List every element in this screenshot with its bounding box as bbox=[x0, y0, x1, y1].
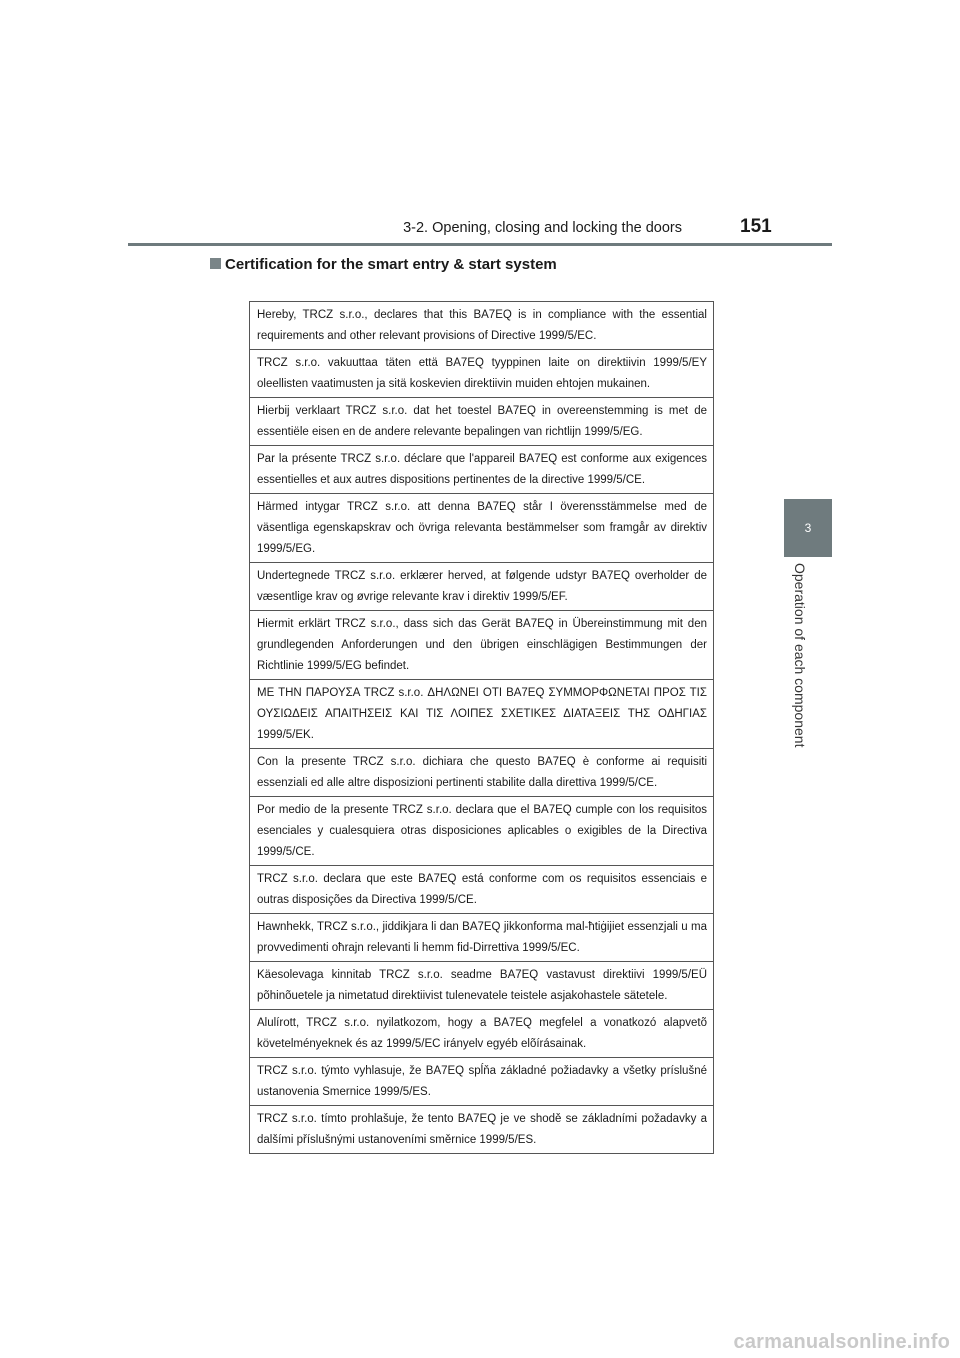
table-row bbox=[250, 749, 714, 797]
chapter-number: 3 bbox=[804, 521, 812, 535]
declaration-cell: TRCZ s.r.o. declara que este BA7EQ está conforme com os requisitos essenciais e outras disposições da Directiva 1999/5/CE. bbox=[250, 866, 714, 914]
watermark: carmanualsonline.info bbox=[733, 1331, 950, 1353]
table-row bbox=[250, 1058, 714, 1106]
declaration-cell: Con la presente TRCZ s.r.o. dichiara che questo BA7EQ è conforme ai requisiti essenziali ed alle altre disposizioni pertinenti stabilite dalla direttiva 1999/5/CE. bbox=[250, 749, 714, 797]
section-heading-text: Certification for the smart entry & start system bbox=[225, 256, 557, 273]
table-row bbox=[250, 611, 714, 680]
header-rule bbox=[128, 243, 832, 246]
bullet-square-icon bbox=[210, 258, 221, 269]
chapter-tab bbox=[784, 499, 832, 557]
declaration-cell: Undertegnede TRCZ s.r.o. erklærer herved, at følgende udstyr BA7EQ overholder de væsentlige krav og øvrige relevante krav i direktiv 1999/5/EF. bbox=[250, 563, 714, 611]
table-row bbox=[250, 398, 714, 446]
table-row bbox=[250, 494, 714, 563]
table-row bbox=[250, 350, 714, 398]
declaration-cell: Hereby, TRCZ s.r.o., declares that this BA7EQ is in compliance with the essential requirements and other relevant provisions of Directive 1999/5/EC. bbox=[250, 302, 714, 350]
table-row bbox=[250, 914, 714, 962]
declaration-cell: Härmed intygar TRCZ s.r.o. att denna BA7EQ står I överensstämmelse med de väsentliga egenskapskrav och övriga relevanta bestämmelser som framgår av direktiv 1999/5/EG. bbox=[250, 494, 714, 563]
table-row bbox=[250, 797, 714, 866]
running-header: 3-2. Opening, closing and locking the doors bbox=[403, 220, 682, 236]
table-row bbox=[250, 1010, 714, 1058]
table-row bbox=[250, 446, 714, 494]
section-heading bbox=[210, 256, 557, 273]
table-row bbox=[250, 302, 714, 350]
declaration-cell: TRCZ s.r.o. tímto prohlašuje, že tento BA7EQ je ve shodě se základními požadavky a dalšími příslušnými ustanoveními směrnice 1999/5/ES. bbox=[250, 1106, 714, 1154]
certification-table bbox=[249, 301, 714, 1154]
table-row bbox=[250, 866, 714, 914]
declaration-cell: Par la présente TRCZ s.r.o. déclare que l'appareil BA7EQ est conforme aux exigences essentielles et aux autres dispositions pertinentes de la directive 1999/5/CE. bbox=[250, 446, 714, 494]
declaration-cell: Hierbij verklaart TRCZ s.r.o. dat het toestel BA7EQ in overeenstemming is met de essentiële eisen en de andere relevante bepalingen van richtlijn 1999/5/EG. bbox=[250, 398, 714, 446]
declaration-cell: ΜΕ ΤΗΝ ΠΑΡΟΥΣΑ TRCZ s.r.o. ΔΗΛΩΝΕΙ ΟΤΙ BA7EQ ΣΥΜΜΟΡΦΩΝΕΤΑΙ ΠΡΟΣ ΤΙΣ ΟΥΣΙΩΔΕΙΣ ΑΠΑΙΤΗΣΕΙΣ ΚΑΙ ΤΙΣ ΛΟΙΠΕΣ ΣΧΕΤΙΚΕΣ ΔΙΑΤΑΞΕΙΣ ΤΗΣ ΟΔΗΓΙΑΣ 1999/5/ΕΚ. bbox=[250, 680, 714, 749]
table-row bbox=[250, 680, 714, 749]
table-row bbox=[250, 962, 714, 1010]
table-row bbox=[250, 1106, 714, 1154]
declaration-cell: TRCZ s.r.o. vakuuttaa täten että BA7EQ tyyppinen laite on direktiivin 1999/5/EY oleellisten vaatimusten ja sitä koskevien direktiivin muiden ehtojen mukainen. bbox=[250, 350, 714, 398]
declaration-cell: Por medio de la presente TRCZ s.r.o. declara que el BA7EQ cumple con los requisitos esenciales y cualesquiera otras disposiciones aplicables o exigibles de la Directiva 1999/5/CE. bbox=[250, 797, 714, 866]
declaration-cell: Käesolevaga kinnitab TRCZ s.r.o. seadme BA7EQ vastavust direktiivi 1999/5/EÜ põhinõuetele ja nimetatud direktiivist tulenevatele teistele asjakohastele sätetele. bbox=[250, 962, 714, 1010]
declaration-cell: TRCZ s.r.o. týmto vyhlasuje, že BA7EQ spĺňa základné požiadavky a všetky príslušné ustanovenia Smernice 1999/5/ES. bbox=[250, 1058, 714, 1106]
declaration-cell: Hawnhekk, TRCZ s.r.o., jiddikjara li dan BA7EQ jikkonforma mal-ħtiġijiet essenzjali u ma provvedimenti oħrajn relevanti li hemm fid-Dirrettiva 1999/5/EC. bbox=[250, 914, 714, 962]
table-row bbox=[250, 563, 714, 611]
declaration-cell: Alulírott, TRCZ s.r.o. nyilatkozom, hogy a BA7EQ megfelel a vonatkozó alapvetõ követelményeknek és az 1999/5/EC irányelv egyéb elõírásainak. bbox=[250, 1010, 714, 1058]
chapter-label: Operation of each component bbox=[792, 563, 808, 748]
declaration-cell: Hiermit erklärt TRCZ s.r.o., dass sich das Gerät BA7EQ in Übereinstimmung mit den grundlegenden Anforderungen und den übrigen einschlägigen Bestimmungen der Richtlinie 1999/5/EG befindet. bbox=[250, 611, 714, 680]
page-number: 151 bbox=[740, 216, 772, 237]
